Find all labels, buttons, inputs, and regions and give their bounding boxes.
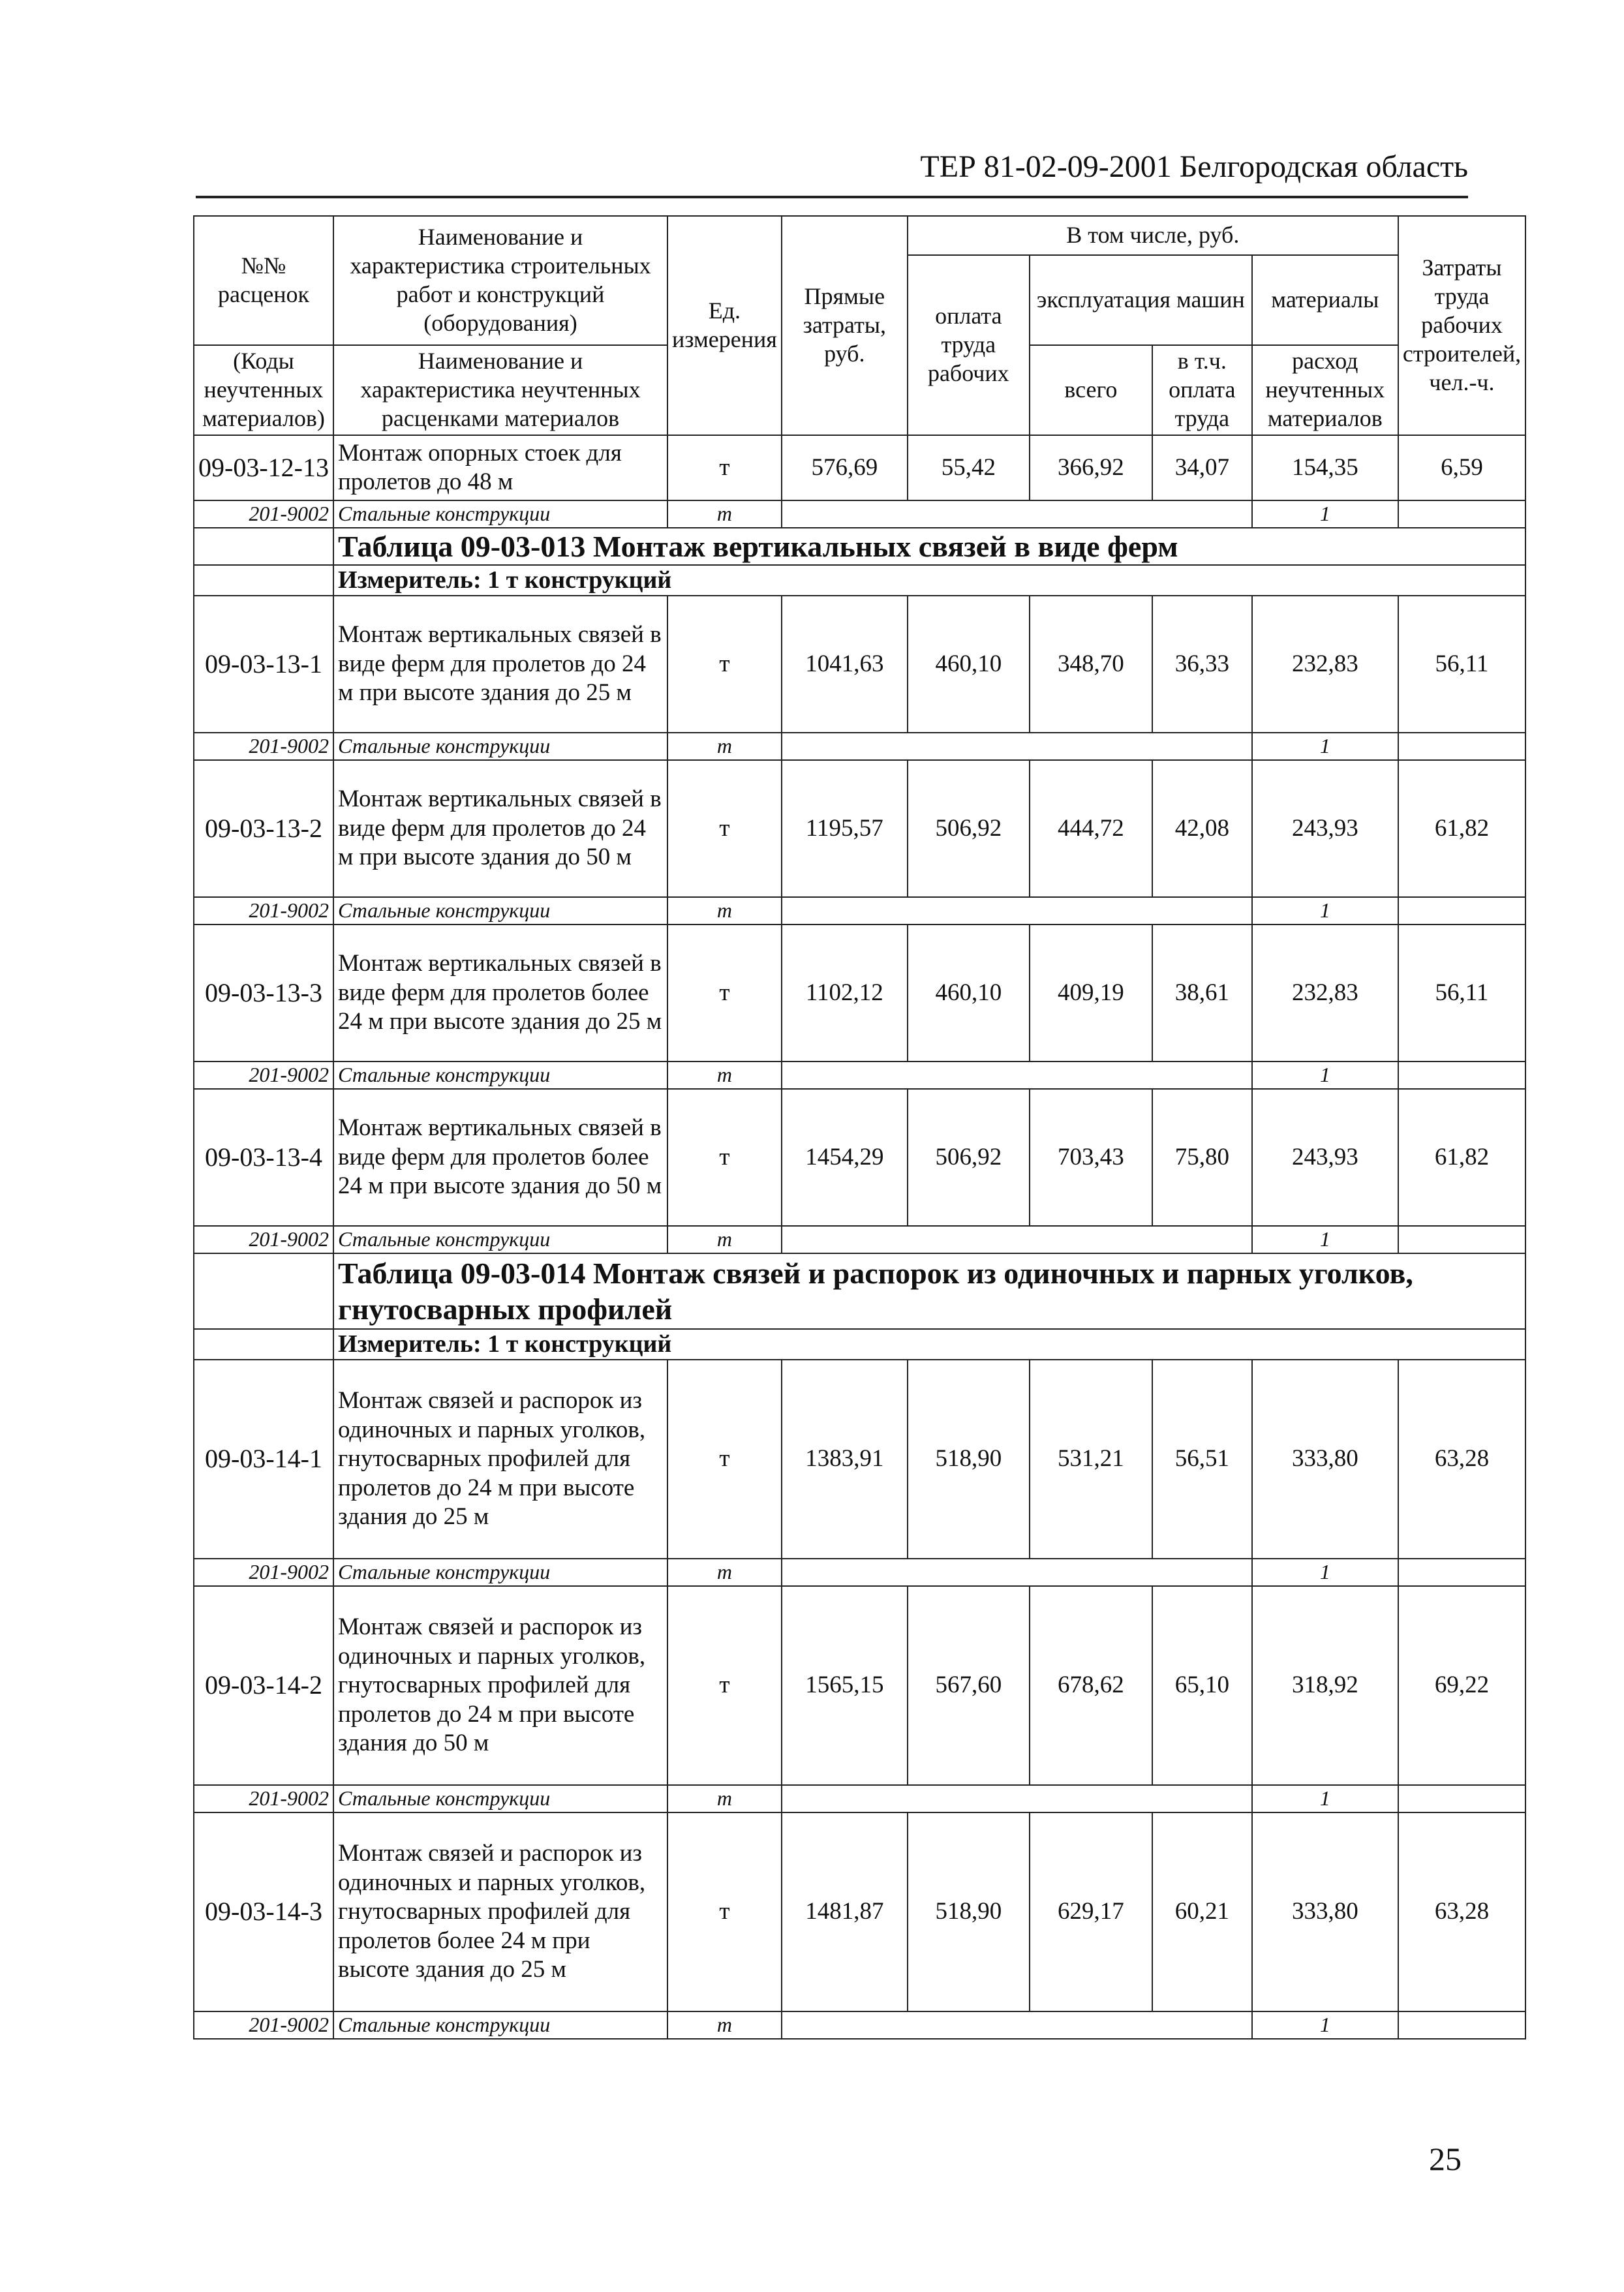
material-empty: [782, 897, 1252, 924]
material-unit: т: [667, 1226, 782, 1253]
labor-cost: 518,90: [908, 1812, 1030, 2011]
materials-cost: 333,80: [1252, 1812, 1398, 2011]
measure-empty: [194, 565, 333, 596]
material-empty-last: [1398, 897, 1525, 924]
table-row: [194, 760, 1525, 897]
materials-cost: 318,92: [1252, 1586, 1398, 1785]
machines-cost: 703,43: [1030, 1089, 1152, 1226]
labor-hours: 61,82: [1398, 760, 1525, 897]
machines-labor-cost: 34,07: [1152, 435, 1252, 500]
material-name: Стальные конструкции: [333, 897, 667, 924]
direct-cost: 1383,91: [782, 1360, 908, 1559]
measure-text: Измеритель: 1 т конструкций: [333, 565, 1525, 596]
work-name: Монтаж вертикальных связей в виде ферм для пролетов до 24 м при высоте здания до 50 м: [333, 760, 667, 897]
material-empty: [782, 1062, 1252, 1089]
labor-hours: 56,11: [1398, 924, 1525, 1062]
materials-cost: 232,83: [1252, 924, 1398, 1062]
material-empty-last: [1398, 1062, 1525, 1089]
material-row: [194, 1226, 1525, 1253]
unit-cell: т: [667, 1089, 782, 1226]
material-row: [194, 1062, 1525, 1089]
direct-cost: 1041,63: [782, 596, 908, 733]
material-qty: 1: [1252, 1062, 1398, 1089]
rate-code: 09-03-14-3: [194, 1812, 333, 2011]
material-qty: 1: [1252, 1226, 1398, 1253]
work-name: Монтаж связей и распорок из одиночных и парных уголков, гнутосварных профилей для пролетов более 24 м при высоте здания до 25 м: [333, 1812, 667, 2011]
col-header-unit: Ед. измерения: [667, 216, 782, 435]
material-qty: 1: [1252, 1559, 1398, 1586]
table-section-title: [194, 528, 1525, 565]
material-name: Стальные конструкции: [333, 1559, 667, 1586]
labor-cost: 460,10: [908, 924, 1030, 1062]
material-unit: т: [667, 1062, 782, 1089]
machines-cost: 531,21: [1030, 1360, 1152, 1559]
col-header-machines-total: всего: [1030, 345, 1152, 435]
material-empty: [782, 500, 1252, 528]
machines-labor-cost: 65,10: [1152, 1586, 1252, 1785]
labor-cost: 506,92: [908, 760, 1030, 897]
material-unit: т: [667, 897, 782, 924]
rates-table: [193, 215, 1526, 2040]
col-header-code-materials: (Коды неучтенных материалов): [194, 345, 333, 435]
direct-cost: 1454,29: [782, 1089, 908, 1226]
measure-text: Измеритель: 1 т конструкций: [333, 1329, 1525, 1360]
col-header-materials: материалы: [1252, 255, 1398, 345]
page-number: 25: [1429, 2141, 1462, 2177]
labor-cost: 567,60: [908, 1586, 1030, 1785]
materials-cost: 243,93: [1252, 760, 1398, 897]
material-code: 201-9002: [194, 1062, 333, 1089]
unit-cell: т: [667, 435, 782, 500]
measure-row: [194, 1329, 1525, 1360]
table-section-title: [194, 1253, 1525, 1329]
unit-cell: т: [667, 1586, 782, 1785]
material-unit: т: [667, 2011, 782, 2039]
material-code: 201-9002: [194, 733, 333, 760]
material-name: Стальные конструкции: [333, 733, 667, 760]
material-empty-last: [1398, 733, 1525, 760]
materials-cost: 333,80: [1252, 1360, 1398, 1559]
material-code: 201-9002: [194, 897, 333, 924]
col-header-materials-unaccounted: расход неучтенных материалов: [1252, 345, 1398, 435]
work-name: Монтаж вертикальных связей в виде ферм для пролетов более 24 м при высоте здания до 25 м: [333, 924, 667, 1062]
rate-code: 09-03-14-1: [194, 1360, 333, 1559]
work-name: Монтаж связей и распорок из одиночных и парных уголков, гнутосварных профилей для пролетов до 24 м при высоте здания до 25 м: [333, 1360, 667, 1559]
table-row: [194, 1089, 1525, 1226]
material-qty: 1: [1252, 500, 1398, 528]
material-code: 201-9002: [194, 1785, 333, 1812]
direct-cost: 1102,12: [782, 924, 908, 1062]
material-code: 201-9002: [194, 1559, 333, 1586]
col-header-name: Наименование и характеристика строительных работ и конструкций (оборудования): [333, 216, 667, 345]
labor-cost: 518,90: [908, 1360, 1030, 1559]
material-row: [194, 1785, 1525, 1812]
machines-cost: 366,92: [1030, 435, 1152, 500]
title-empty: [194, 1253, 333, 1329]
col-header-machines: эксплуатация машин: [1030, 255, 1252, 345]
labor-hours: 6,59: [1398, 435, 1525, 500]
machines-cost: 348,70: [1030, 596, 1152, 733]
material-unit: т: [667, 733, 782, 760]
rate-code: 09-03-13-2: [194, 760, 333, 897]
material-row: [194, 2011, 1525, 2039]
material-qty: 1: [1252, 733, 1398, 760]
col-header-workers: Затраты труда рабочих строителей, чел.-ч.: [1398, 216, 1525, 435]
labor-cost: 506,92: [908, 1089, 1030, 1226]
labor-hours: 63,28: [1398, 1360, 1525, 1559]
material-row: [194, 897, 1525, 924]
material-empty-last: [1398, 2011, 1525, 2039]
table-body: [194, 435, 1525, 2039]
section-title: Таблица 09-03-014 Монтаж связей и распорок из одиночных и парных уголков, гнутосварных профилей: [333, 1253, 1525, 1329]
material-row: [194, 500, 1525, 528]
table-row: [194, 435, 1525, 500]
material-empty-last: [1398, 1559, 1525, 1586]
machines-labor-cost: 36,33: [1152, 596, 1252, 733]
document-header: ТЕР 81-02-09-2001 Белгородская область: [920, 149, 1468, 184]
section-title: Таблица 09-03-013 Монтаж вертикальных связей в виде ферм: [333, 528, 1525, 565]
labor-cost: 460,10: [908, 596, 1030, 733]
material-empty: [782, 1559, 1252, 1586]
labor-hours: 61,82: [1398, 1089, 1525, 1226]
material-row: [194, 1559, 1525, 1586]
material-empty-last: [1398, 1226, 1525, 1253]
machines-labor-cost: 75,80: [1152, 1089, 1252, 1226]
col-header-name-materials: Наименование и характеристика неучтенных расценками материалов: [333, 345, 667, 435]
material-name: Стальные конструкции: [333, 1062, 667, 1089]
material-unit: т: [667, 500, 782, 528]
labor-cost: 55,42: [908, 435, 1030, 500]
material-qty: 1: [1252, 1785, 1398, 1812]
materials-cost: 154,35: [1252, 435, 1398, 500]
material-qty: 1: [1252, 897, 1398, 924]
table-row: [194, 1586, 1525, 1785]
work-name: Монтаж вертикальных связей в виде ферм для пролетов более 24 м при высоте здания до 50 м: [333, 1089, 667, 1226]
material-name: Стальные конструкции: [333, 1785, 667, 1812]
machines-cost: 409,19: [1030, 924, 1152, 1062]
material-unit: т: [667, 1785, 782, 1812]
col-header-direct: Прямые затраты, руб.: [782, 216, 908, 435]
rate-code: 09-03-13-4: [194, 1089, 333, 1226]
rate-code: 09-03-13-1: [194, 596, 333, 733]
machines-cost: 444,72: [1030, 760, 1152, 897]
machines-cost: 678,62: [1030, 1586, 1152, 1785]
col-header-labor: оплата труда рабочих: [908, 255, 1030, 435]
work-name: Монтаж связей и распорок из одиночных и парных уголков, гнутосварных профилей для пролетов до 24 м при высоте здания до 50 м: [333, 1586, 667, 1785]
machines-labor-cost: 56,51: [1152, 1360, 1252, 1559]
material-code: 201-9002: [194, 1226, 333, 1253]
table-row: [194, 1812, 1525, 2011]
measure-row: [194, 565, 1525, 596]
labor-hours: 56,11: [1398, 596, 1525, 733]
material-name: Стальные конструкции: [333, 1226, 667, 1253]
measure-empty: [194, 1329, 333, 1360]
machines-labor-cost: 60,21: [1152, 1812, 1252, 2011]
col-header-code: №№ расценок: [194, 216, 333, 345]
labor-hours: 63,28: [1398, 1812, 1525, 2011]
material-name: Стальные конструкции: [333, 2011, 667, 2039]
direct-cost: 576,69: [782, 435, 908, 500]
unit-cell: т: [667, 1360, 782, 1559]
table-row: [194, 924, 1525, 1062]
material-empty: [782, 733, 1252, 760]
unit-cell: т: [667, 924, 782, 1062]
table-row: [194, 596, 1525, 733]
material-code: 201-9002: [194, 2011, 333, 2039]
material-empty: [782, 1785, 1252, 1812]
header-rule: [196, 196, 1468, 198]
material-row: [194, 733, 1525, 760]
work-name: Монтаж опорных стоек для пролетов до 48 м: [333, 435, 667, 500]
machines-labor-cost: 42,08: [1152, 760, 1252, 897]
material-code: 201-9002: [194, 500, 333, 528]
material-empty: [782, 2011, 1252, 2039]
material-qty: 1: [1252, 2011, 1398, 2039]
direct-cost: 1195,57: [782, 760, 908, 897]
rate-code: 09-03-13-3: [194, 924, 333, 1062]
unit-cell: т: [667, 596, 782, 733]
rate-code: 09-03-12-13: [194, 435, 333, 500]
direct-cost: 1481,87: [782, 1812, 908, 2011]
material-name: Стальные конструкции: [333, 500, 667, 528]
materials-cost: 232,83: [1252, 596, 1398, 733]
material-empty-last: [1398, 1785, 1525, 1812]
material-unit: т: [667, 1559, 782, 1586]
col-header-machines-labor: в т.ч. оплата труда: [1152, 345, 1252, 435]
material-empty-last: [1398, 500, 1525, 528]
rate-code: 09-03-14-2: [194, 1586, 333, 1785]
direct-cost: 1565,15: [782, 1586, 908, 1785]
work-name: Монтаж вертикальных связей в виде ферм для пролетов до 24 м при высоте здания до 25 м: [333, 596, 667, 733]
machines-labor-cost: 38,61: [1152, 924, 1252, 1062]
materials-cost: 243,93: [1252, 1089, 1398, 1226]
table-row: [194, 1360, 1525, 1559]
title-empty: [194, 528, 333, 565]
col-header-incl: В том числе, руб.: [908, 216, 1398, 255]
machines-cost: 629,17: [1030, 1812, 1152, 2011]
unit-cell: т: [667, 760, 782, 897]
material-empty: [782, 1226, 1252, 1253]
unit-cell: т: [667, 1812, 782, 2011]
labor-hours: 69,22: [1398, 1586, 1525, 1785]
